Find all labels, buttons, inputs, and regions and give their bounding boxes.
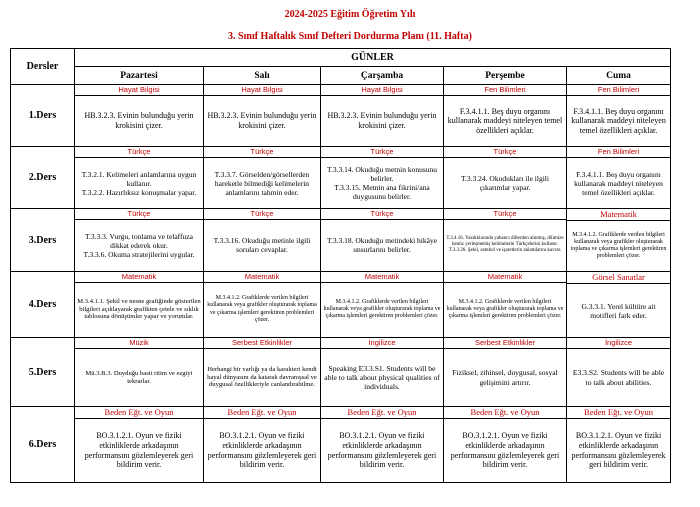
weekly-plan-table xyxy=(10,48,671,483)
outcome-text: T.3.3.24. Okudukları ile ilgili çıkarımlar yapar. xyxy=(461,174,549,192)
subject-label: Müzik xyxy=(75,338,203,349)
gunler-header: GÜNLER xyxy=(75,49,671,67)
outcome-text: M.3.4.1.1. Şekil ve nesne grafiğinde gösterilen bilgileri açıklayarak grafikten çetele ve sıklık tablosuna dönüşümler yapar ve yorumlar. xyxy=(77,297,201,321)
dersler-header: Dersler xyxy=(11,49,75,85)
plan-cell xyxy=(204,209,321,272)
subject-label: Türkçe xyxy=(204,147,320,158)
subject-label: Fen Bilimleri xyxy=(567,85,670,96)
outcome-text: F.3.4.1.1. Beş duyu organını kullanarak maddeyi niteleyen temel özellikleri açıklar. xyxy=(447,106,563,135)
plan-cell xyxy=(75,209,204,272)
plan-cell xyxy=(321,272,444,338)
document-subtitle: 3. Sınıf Haftalık Sınıf Defteri Dordurma Planı (11. Hafta) xyxy=(228,31,472,42)
plan-cell xyxy=(75,407,204,483)
day-header-cuma: Cuma xyxy=(567,67,671,85)
plan-cell xyxy=(567,85,671,147)
subject-label: Hayat Bilgisi xyxy=(204,85,320,96)
outcome-text: HB.3.2.3. Evinin bulunduğu yerin krokisini çizer. xyxy=(207,111,317,130)
plan-cell xyxy=(444,338,567,407)
outcome-text: BO.3.1.2.1. Oyun ve fiziki etkinliklerde arkadaşının performansını gözlemleyerek geri bildirim verir. xyxy=(84,431,194,470)
subject-label: İngilizce xyxy=(567,338,670,349)
subject-label: Beden Eğt. ve Oyun xyxy=(567,407,670,419)
plan-cell xyxy=(567,407,671,483)
outcome-text: BO.3.1.2.1. Oyun ve fiziki etkinliklerde arkadaşının performansını gözlemleyerek geri bildirim verir. xyxy=(207,431,317,470)
outcome-text: Fiziksel, zihinsel, duygusal, sosyal gelişimini artırır. xyxy=(452,368,558,387)
outcome-text: T.3.4.16. Yazdıklarında yabancı dillerden alınmış, dilimize henüz yerleşmemiş kelimelerin Türkçelerini kullanır. T.3.3.26. Şekil, sembol ve işaretlerin anlamlarını kavrar. xyxy=(446,236,564,253)
lesson-number: 4.Ders xyxy=(11,272,75,338)
plan-cell xyxy=(75,147,204,209)
outcome-text: HB.3.2.3. Evinin bulunduğu yerin krokisini çizer. xyxy=(327,111,437,130)
outcome-text: G.3.3.1. Yerel kültüre ait motifleri fark eder. xyxy=(581,301,656,320)
subject-label: İngilizce xyxy=(321,338,443,349)
plan-cell xyxy=(204,338,321,407)
outcome-text: T.3.3.18. Okuduğu metindeki hikâye unsurlarını belirler. xyxy=(326,236,438,254)
outcome-text: F.3.4.1.1. Beş duyu organını kullanarak maddeyi niteleyen temel özellikleri açıklar. xyxy=(574,169,663,197)
plan-cell xyxy=(321,209,444,272)
subject-label: Türkçe xyxy=(75,209,203,220)
plan-cell xyxy=(444,85,567,147)
lesson-number: 5.Ders xyxy=(11,338,75,407)
subject-label: Türkçe xyxy=(321,147,443,158)
subject-label: Matematik xyxy=(567,209,670,221)
subject-label: Beden Eğt. ve Oyun xyxy=(75,407,203,419)
day-header-persembe: Perşembe xyxy=(444,67,567,85)
outcome-text: M.3.4.1.2. Grafiklerde verilen bilgileri kullanarak veya grafikler oluşturarak toplama ve çıkarma işlemleri gerektiren problemleri çözer. xyxy=(207,295,317,323)
outcome-text: Herhangi bir varlığı ya da karakteri kendi hayal dünyasını da katarak davranışsal ve duygusal özellikleriyle canlandırabilme. xyxy=(207,365,317,389)
outcome-text: F.3.4.1.1. Beş duyu organını kullanarak maddeyi niteleyen temel özellikleri açıklar. xyxy=(571,106,666,135)
subject-label: Türkçe xyxy=(444,147,566,158)
lesson-row xyxy=(11,338,671,407)
plan-cell xyxy=(567,272,671,338)
lesson-number: 1.Ders xyxy=(11,85,75,147)
day-header-carsamba: Çarşamba xyxy=(321,67,444,85)
plan-cell xyxy=(75,272,204,338)
subject-label: Türkçe xyxy=(444,209,566,220)
plan-cell xyxy=(321,85,444,147)
lesson-row xyxy=(11,147,671,209)
outcome-text: Mü.3.B.3. Duyduğu basit ritim ve ezgiyi tekrarlar. xyxy=(85,369,193,385)
plan-cell xyxy=(75,338,204,407)
lesson-number: 2.Ders xyxy=(11,147,75,209)
outcome-text: T.3.3.14. Okuduğu metnin konusunu belirler. T.3.3.15. Metnin ana fikrini/ana duygusunu belirler. xyxy=(326,165,438,201)
subject-label: Fen Bilimleri xyxy=(444,85,566,96)
subject-label: Görsel Sanatlar xyxy=(567,272,670,284)
plan-cell xyxy=(204,147,321,209)
subject-label: Beden Eğt. ve Oyun xyxy=(204,407,320,419)
subject-label: Matematik xyxy=(444,272,566,283)
outcome-text: T.3.3.7. Görselden/görsellerden hareketle bilmediği kelimelerin anlamlarını tahmin eder. xyxy=(214,169,310,197)
plan-cell xyxy=(204,272,321,338)
outcome-text: HB.3.2.3. Evinin bulunduğu yerin krokisini çizer. xyxy=(84,111,194,130)
plan-cell xyxy=(567,147,671,209)
outcome-text: T.3.2.1. Kelimeleri anlamlarına uygun kullanır. T.3.2.2. Hazırlıksız konuşmalar yapar. xyxy=(81,169,197,197)
subject-label: Matematik xyxy=(321,272,443,283)
subject-label: Türkçe xyxy=(204,209,320,220)
outcome-text: T.3.3.3. Vurgu, tonlama ve telaffuza dikkat ederek okur. T.3.3.6. Okuma stratejilerini uygular. xyxy=(83,231,195,259)
subject-label: Beden Eğt. ve Oyun xyxy=(444,407,566,419)
outcome-text: T.3.3.16. Okuduğu metinle ilgili soruları cevaplar. xyxy=(213,236,311,254)
subject-label: Matematik xyxy=(75,272,203,283)
outcome-text: M.3.4.1.2. Grafiklerde verilen bilgileri kullanarak veya grafikler oluşturarak toplama ve çıkarma işlemleri gerektiren problemleri çözer. xyxy=(446,298,564,320)
outcome-text: BO.3.1.2.1. Oyun ve fiziki etkinliklerde arkadaşının performansını gözlemleyerek geri bildirim verir. xyxy=(571,431,666,470)
lesson-row xyxy=(11,407,671,483)
plan-cell xyxy=(567,338,671,407)
outcome-text: E3.3.S2. Students will be able to talk about abilities. xyxy=(572,368,665,387)
outcome-text: BO.3.1.2.1. Oyun ve fiziki etkinliklerde arkadaşının performansını gözlemleyerek geri bildirim verir. xyxy=(327,431,437,470)
subject-label: Beden Eğt. ve Oyun xyxy=(321,407,443,419)
subject-label: Hayat Bilgisi xyxy=(321,85,443,96)
subject-label: Türkçe xyxy=(75,147,203,158)
outcome-text: Speaking E3.3.S1. Students will be able to talk about physical qualities of individuals. xyxy=(324,363,440,392)
plan-cell xyxy=(444,272,567,338)
plan-cell xyxy=(321,338,444,407)
outcome-text: M.3.4.1.2. Grafiklerde verilen bilgileri kullanarak veya grafikler oluşturarak toplama ve çıkarma işlemleri gerektiren problemleri çözer. xyxy=(570,231,667,260)
subject-label: Hayat Bilgisi xyxy=(75,85,203,96)
lesson-row xyxy=(11,272,671,338)
plan-cell xyxy=(444,407,567,483)
plan-cell xyxy=(204,85,321,147)
plan-cell xyxy=(444,209,567,272)
subject-label: Fen Bilimleri xyxy=(567,147,670,158)
day-header-pazartesi: Pazartesi xyxy=(75,67,204,85)
plan-cell xyxy=(204,407,321,483)
subject-label: Matematik xyxy=(204,272,320,283)
lesson-number: 6.Ders xyxy=(11,407,75,483)
document-title: 2024-2025 Eğitim Öğretim Yılı xyxy=(284,9,416,20)
outcome-text: BO.3.1.2.1. Oyun ve fiziki etkinliklerde arkadaşının performansını gözlemleyerek geri bildirim verir. xyxy=(450,431,560,470)
plan-cell xyxy=(321,147,444,209)
lesson-row xyxy=(11,209,671,272)
subject-label: Serbest Etkinlikler xyxy=(444,338,566,349)
day-header-sali: Salı xyxy=(204,67,321,85)
plan-cell xyxy=(567,209,671,272)
lesson-row xyxy=(11,85,671,147)
outcome-text: M.3.4.1.2. Grafiklerde verilen bilgileri kullanarak veya grafikler oluşturarak toplama ve çıkarma işlemleri gerektiren problemleri çözer. xyxy=(323,298,441,320)
plan-cell xyxy=(75,85,204,147)
plan-cell xyxy=(321,407,444,483)
lesson-number: 3.Ders xyxy=(11,209,75,272)
plan-cell xyxy=(444,147,567,209)
subject-label: Türkçe xyxy=(321,209,443,220)
subject-label: Serbest Etkinlikler xyxy=(204,338,320,349)
